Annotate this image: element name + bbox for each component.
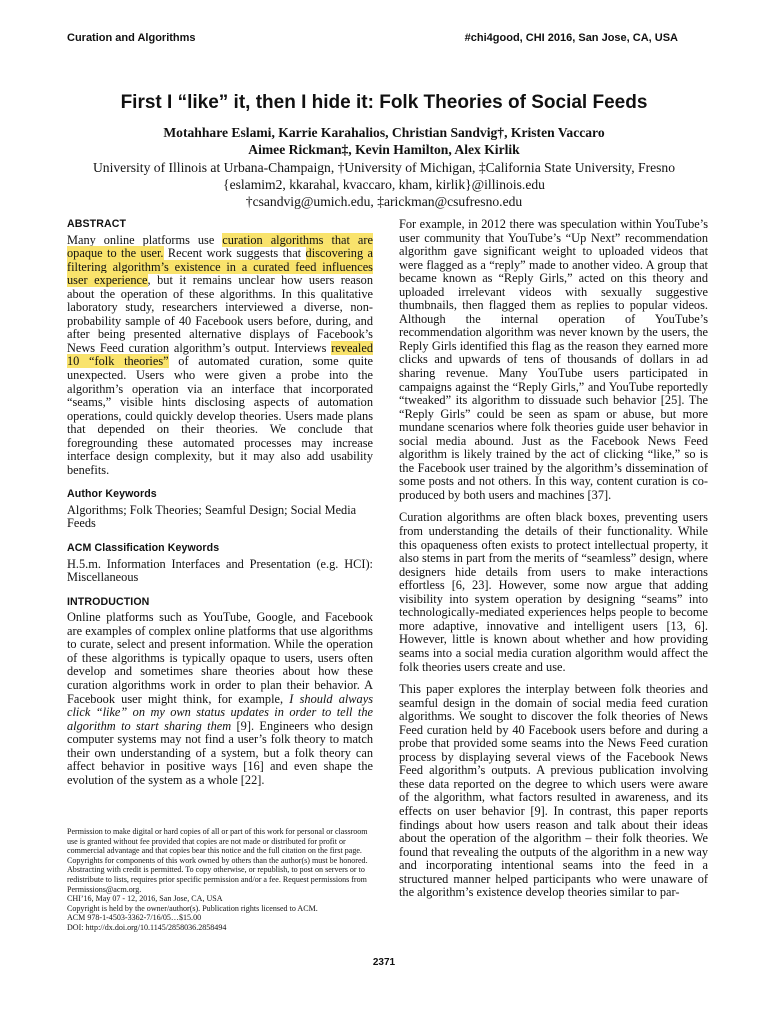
author-names-line1: Motahhare Eslami, Karrie Karahalios, Christian Sandvig†, Kristen Vaccaro	[163, 125, 605, 140]
permission-text: Permission to make digital or hard copies of all or part of this work for personal or classroom use is granted without fee provided that copies are not made or distributed for profit or commercial advantage and that copies bear this notice and the full citation on the first page. Copyrights for components of this work owned by others than the author(s) must be honored. Abstracting with credit is permitted. To copy otherwise, or republish, to post on servers or to redistribute to lists, requires prior specific permission and/or a fee. Request permissions from Permissions@acm.org.	[67, 827, 368, 894]
highlight-2: discovering a filtering algorithm’s existence in a curated feed influences user experience	[67, 246, 374, 288]
conference-info: CHI’16, May 07 - 12, 2016, San Jose, CA, USA	[67, 894, 223, 904]
acm-keywords-text: H.5.m. Information Interfaces and Presentation (e.g. HCI): Miscellaneous	[67, 556, 373, 585]
running-header-right: #chi4good, CHI 2016, San Jose, CA, USA	[464, 32, 678, 44]
isbn-line: ACM 978-1-4503-3362-7/16/05…$15.00	[67, 913, 202, 923]
introduction-heading: INTRODUCTION	[67, 595, 150, 608]
highlight-3: revealed 10 “folk theories”	[67, 340, 373, 369]
left-column	[67, 218, 373, 787]
page-number: 2371	[372, 957, 396, 968]
running-header-left: Curation and Algorithms	[67, 32, 196, 44]
abstract-text: Many online platforms use curation algorithms that are opaque to the user. Recent work suggests that discovering a filtering algorithm’s existence in a curated feed influences user experience, but it remains unclear how users reason about the operation of these algorithms. In this qualitative laboratory study, researchers interviewed a diverse, non-probability sample of 40 Facebook users before, during, and after being presented alternative displays of Facebook’s News Feed curation algorithm’s output. Interviews revealed 10 “folk theories” of automated curation, some quite unexpected. Users who were given a probe into the algorithm’s operation via an interface that incorporated “seams,” visible hints disclosing aspects of automation operations, could quickly develop theories. Users made plans that depended on their theories. We conclude that foregrounding these automated processes may increase interface design complexity, but it may also add usability benefits.	[67, 232, 374, 477]
doi-line: DOI: http://dx.doi.org/10.1145/2858036.2858494	[67, 922, 227, 932]
right-paragraph-2: Curation algorithms are often black boxes, preventing users from understanding the details of their functionality. While this opaqueness often exists to protect intellectual property, it also stems in part from the merits of “seamless” design, where designers hide details from users to make interactions effortless [6, 23]. However, some now argue that adding visibility into system operation by designing “seams” into technologically-mediated experiences helps people to become more adaptive, innovative and intelligent users [13, 6]. However, little is known about whether and how providing seams into a social media curation algorithm would affect the folk theories users create and use.	[399, 510, 708, 674]
right-paragraph-3: This paper explores the interplay between folk theories and seamful design in the domain of social media feed curation algorithms. We sought to discover the folk theories of News Feed curation held by 40 Facebook users before and during a probe that provided some seams into the News Feed curation process by displaying several views of the Facebook News Feed algorithm’s outputs. A previous publication involving these data reported on the degree to which users were aware of the algorithm, what factors resulted in awareness, and its effects on user behavior [9]. In contrast, this paper reports findings about how users reason and talk about their ideas about the operation of the algorithm – their folk theories. We found that revealing the outputs of the algorithm in a new way and incorporating intentional seams into the feed in a structured manner helped participants who were unaware of the algorithm’s existence develop theories similar to par-	[399, 682, 708, 900]
right-paragraph-1: For example, in 2012 there was speculation within YouTube’s user community that YouTube’s “Up Next” recommendation algorithm gave significant weight to uploaded videos that were flagged as a “reply” made to another video. A group that became known as “Reply Girls,” acted on this theory and uploaded irrelevant videos with sexually suggestive thumbnails, then flagged them as replies to popular videos. Although the internal operation of YouTube’s recommendation algorithm was never known by the users, the Reply Girls identified this flag as the reason they earned more clicks and upwards of tens of thousands of dollars in ad sharing revenue. Many YouTube users participated in campaigns against the “Reply Girls,” and YouTube reportedly “tweaked” its algorithm to dissuade such behavior [25]. The “Reply Girls” could be seen as spam or abuse, but more mundane scenarios where folk theories guide user behavior in social media abound. Just as the Facebook News Feed algorithm is likely trained by the act of clicking “like,” so is the Facebook user trained by the algorithm’s dissemination of some posts and not others. In this way, content curation is co-produced by both users and machines [37].	[399, 217, 708, 502]
abstract-heading: ABSTRACT	[67, 218, 127, 230]
permission-notice	[67, 827, 373, 933]
acm-keywords-heading: ACM Classification Keywords	[67, 542, 220, 555]
introduction-text: Online platforms such as YouTube, Google, and Facebook are examples of complex online platforms that use algorithms to curate, select and present information. While the operation of these algorithms is typically opaque to users, users often develop and sometimes share theories about how these curation algorithms work in order to plan their behavior. A Facebook user might think, for example, I should always click “like” on my own status updates in order to tell the algorithm to start sharing them [9]. Engineers who design computer systems may not find a user’s folk theory to match their own understanding of a system, but a folk theory can affect behavior in positive ways [16] and even shape the evolution of the system as a whole [22].	[67, 610, 374, 787]
highlight-1: curation algorithms that are opaque to the user.	[67, 232, 373, 261]
copyright-line: Copyright is held by the owner/author(s). Publication rights licensed to ACM.	[67, 903, 318, 913]
emails-line1: {eslamim2, kkarahal, kvaccaro, kham, kirlik}@illinois.edu	[223, 176, 545, 192]
author-block	[0, 124, 768, 210]
right-column	[399, 218, 708, 900]
emails-line2: †csandvig@umich.edu, ‡arickman@csufresno.edu	[245, 194, 523, 210]
author-names-line2: Aimee Rickman‡, Kevin Hamilton, Alex Kirlik	[248, 142, 520, 158]
author-keywords-heading: Author Keywords	[67, 488, 157, 501]
author-keywords-text: Algorithms; Folk Theories; Seamful Design; Social Media Feeds	[67, 502, 357, 531]
paper-title: First I “like” it, then I hide it: Folk Theories of Social Feeds	[120, 92, 648, 113]
affiliations: University of Illinois at Urbana-Champaign, †University of Michigan, ‡California State University, Fresno	[92, 159, 676, 175]
